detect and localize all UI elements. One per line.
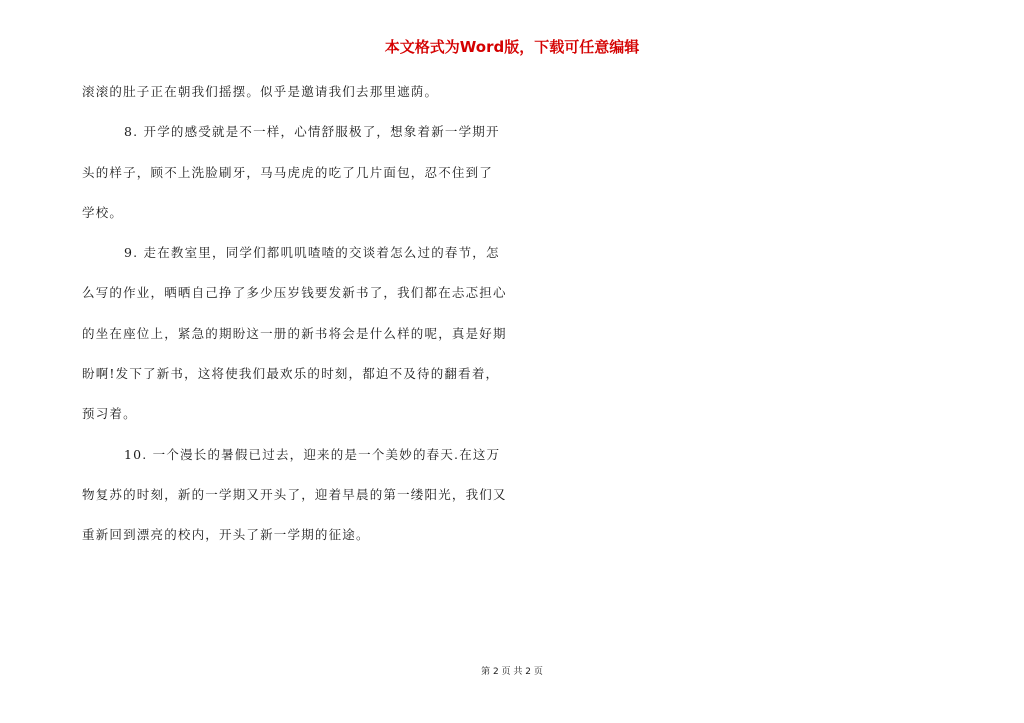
- text-line: 重新回到漂亮的校内，开头了新一学期的征途。: [82, 527, 370, 543]
- text-line: 物复苏的时刻，新的一学期又开头了，迎着早晨的第一缕阳光，我们又: [82, 486, 507, 502]
- text-line: 8. 开学的感受就是不一样，心情舒服极了，想象着新一学期开: [124, 124, 500, 140]
- document-header: 本文格式为Word版，下载可任意编辑: [384, 38, 640, 56]
- text-line: 学校。: [82, 204, 124, 220]
- text-line: 么写的作业，晒晒自己挣了多少压岁钱要发新书了，我们都在忐忑担心: [82, 285, 507, 301]
- page-number: 第 2 页 共 2 页: [481, 667, 543, 677]
- document-body: [82, 82, 507, 566]
- text-line: 10. 一个漫长的暑假已过去，迎来的是一个美妙的春天.在这万: [124, 446, 501, 462]
- text-line: 预习着。: [82, 406, 137, 422]
- text-line: 滚滚的肚子正在朝我们摇摆。似乎是邀请我们去那里遮荫。: [82, 84, 439, 99]
- text-line: 头的样子，顾不上洗脸刷牙，马马虎虎的吃了几片面包，忍不住到了: [82, 164, 494, 180]
- text-line: 盼啊!发下了新书，这将使我们最欢乐的时刻，都迫不及待的翻看着，: [82, 366, 500, 382]
- text-line: 9. 走在教室里，同学们都叽叽喳喳的交谈着怎么过的春节，怎: [124, 245, 500, 261]
- text-line: 的坐在座位上，紧急的期盼这一册的新书将会是什么样的呢，真是好期: [82, 325, 507, 341]
